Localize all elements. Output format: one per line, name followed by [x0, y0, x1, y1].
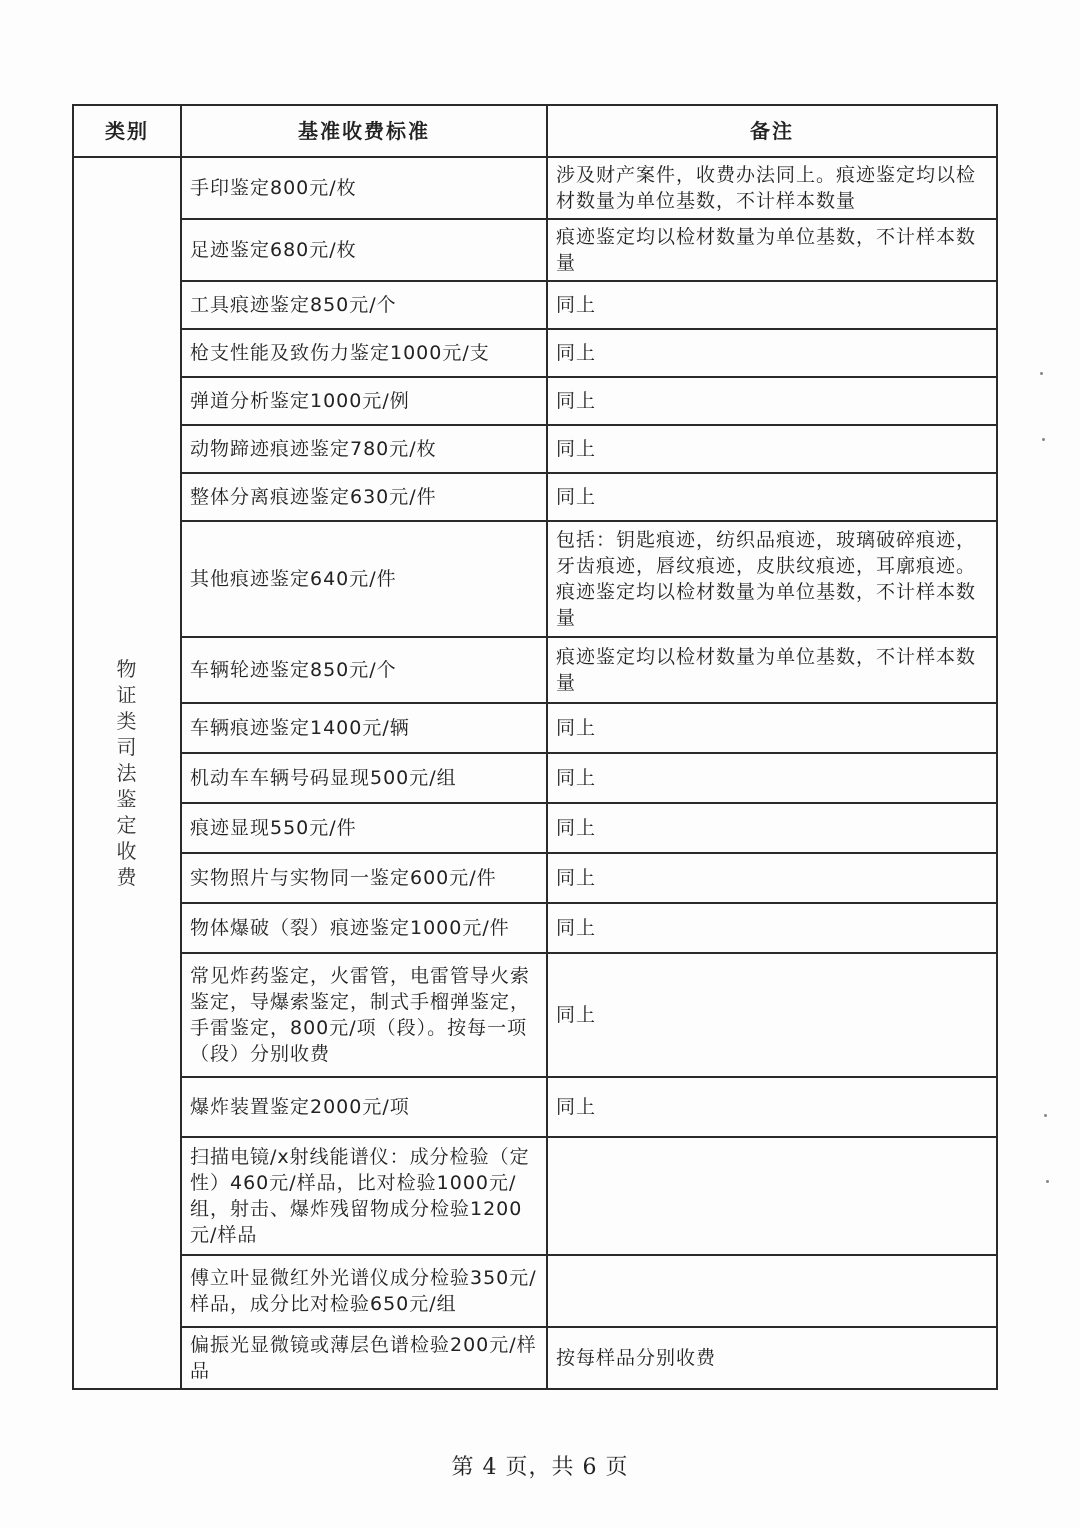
note-cell: 涉及财产案件，收费办法同上。痕迹鉴定均以检材数量为单位基数，不计样本数量: [547, 157, 997, 219]
header-note: 备注: [547, 105, 997, 157]
standard-cell: 弹道分析鉴定1000元/例: [181, 377, 547, 425]
table-row: [73, 903, 997, 953]
scan-speck: [1046, 1180, 1049, 1183]
standard-cell: 常见炸药鉴定，火雷管，电雷管导火索鉴定，导爆索鉴定，制式手榴弹鉴定，手雷鉴定，800元/项（段）。按每一项（段）分别收费: [181, 953, 547, 1077]
note-cell: 同上: [547, 753, 997, 803]
note-cell: 同上: [547, 903, 997, 953]
table-row: [73, 521, 997, 637]
standard-cell: 扫描电镜/x射线能谱仪：成分检验（定性）460元/样品，比对检验1000元/组，射击、爆炸残留物成分检验1200元/样品: [181, 1137, 547, 1255]
standard-cell: 车辆痕迹鉴定1400元/辆: [181, 703, 547, 753]
table-row: [73, 637, 997, 703]
note-cell: 同上: [547, 377, 997, 425]
table-row: [73, 219, 997, 281]
scan-speck: [1040, 372, 1043, 375]
note-cell: [547, 1255, 997, 1327]
standard-cell: 爆炸装置鉴定2000元/项: [181, 1077, 547, 1137]
standard-cell: 傅立叶显微红外光谱仪成分检验350元/样品，成分比对检验650元/组: [181, 1255, 547, 1327]
table-row: [73, 703, 997, 753]
table-row: [73, 803, 997, 853]
standard-cell: 其他痕迹鉴定640元/件: [181, 521, 547, 637]
category-label: 物证类司法鉴定收费: [116, 656, 138, 889]
table-header-row: [73, 105, 997, 157]
note-cell: 同上: [547, 425, 997, 473]
fee-standard-table: [72, 104, 998, 1390]
scan-speck: [1042, 438, 1045, 441]
table-row: [73, 157, 997, 219]
table-row: [73, 425, 997, 473]
note-cell: [547, 1137, 997, 1255]
page-number: 第 4 页，共 6 页: [451, 1455, 629, 1480]
standard-cell: 偏振光显微镜或薄层色谱检验200元/样品: [181, 1327, 547, 1389]
scan-speck: [1044, 1114, 1047, 1117]
standard-cell: 工具痕迹鉴定850元/个: [181, 281, 547, 329]
standard-cell: 物体爆破（裂）痕迹鉴定1000元/件: [181, 903, 547, 953]
note-cell: 同上: [547, 953, 997, 1077]
standard-cell: 机动车车辆号码显现500元/组: [181, 753, 547, 803]
note-cell: 同上: [547, 703, 997, 753]
note-cell: 按每样品分别收费: [547, 1327, 997, 1389]
table-row: [73, 377, 997, 425]
note-cell: 痕迹鉴定均以检材数量为单位基数，不计样本数量: [547, 219, 997, 281]
table-row: [73, 953, 997, 1077]
standard-cell: 实物照片与实物同一鉴定600元/件: [181, 853, 547, 903]
standard-cell: 痕迹显现550元/件: [181, 803, 547, 853]
table-row: [73, 1255, 997, 1327]
note-cell: 同上: [547, 329, 997, 377]
standard-cell: 车辆轮迹鉴定850元/个: [181, 637, 547, 703]
note-cell: 同上: [547, 853, 997, 903]
standard-cell: 枪支性能及致伤力鉴定1000元/支: [181, 329, 547, 377]
table-row: [73, 753, 997, 803]
note-cell: 同上: [547, 473, 997, 521]
header-category: 类别: [73, 105, 181, 157]
note-cell: 同上: [547, 803, 997, 853]
table-row: [73, 1137, 997, 1255]
note-cell: 包括：钥匙痕迹，纺织品痕迹，玻璃破碎痕迹，牙齿痕迹，唇纹痕迹，皮肤纹痕迹，耳廓痕迹。痕迹鉴定均以检材数量为单位基数，不计样本数量: [547, 521, 997, 637]
table-row: [73, 281, 997, 329]
table-row: [73, 329, 997, 377]
header-standard: 基准收费标准: [181, 105, 547, 157]
standard-cell: 手印鉴定800元/枚: [181, 157, 547, 219]
standard-cell: 动物蹄迹痕迹鉴定780元/枚: [181, 425, 547, 473]
standard-cell: 足迹鉴定680元/枚: [181, 219, 547, 281]
standard-cell: 整体分离痕迹鉴定630元/件: [181, 473, 547, 521]
note-cell: 痕迹鉴定均以检材数量为单位基数，不计样本数量: [547, 637, 997, 703]
table-row: [73, 853, 997, 903]
table-row: [73, 1327, 997, 1389]
category-cell: [73, 157, 181, 1389]
table-row: [73, 473, 997, 521]
note-cell: 同上: [547, 281, 997, 329]
table-row: [73, 1077, 997, 1137]
note-cell: 同上: [547, 1077, 997, 1137]
